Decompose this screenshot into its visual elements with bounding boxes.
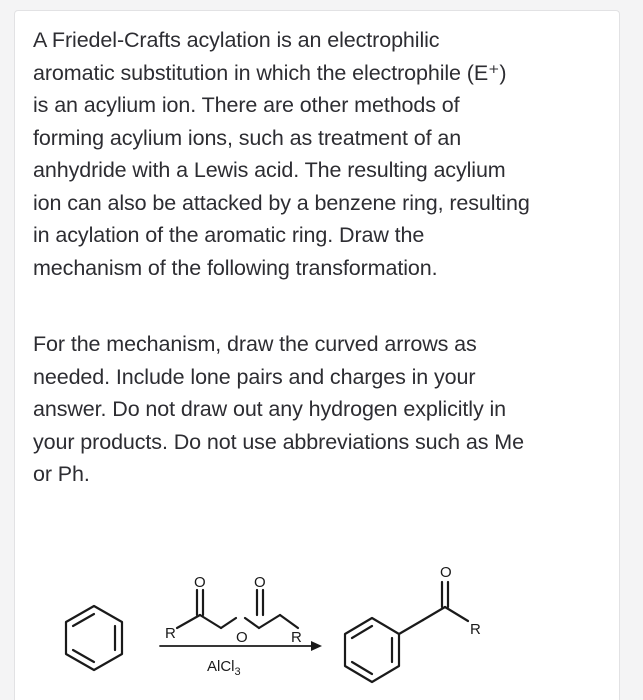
text-line: your products. Do not use abbreviations such as Me [33,429,524,454]
text-line: in acylation of the aromatic ring. Draw the [33,223,425,247]
atom-label-o: O [254,574,266,591]
text-line: forming acylium ions, such as treatment of an [33,125,462,150]
text-line: aromatic substitution in which the electrophile (E⁺) [33,60,507,85]
aryl-ketone-product [345,564,481,682]
reaction-scheme [0,560,643,700]
atom-label-r: R [165,625,176,642]
benzene-reactant [66,606,122,670]
text-line: For the mechanism, draw the curved arrows as [33,332,477,356]
acid-anhydride-reagent [165,574,302,646]
question-paragraph-instructions [33,328,593,491]
text-line: answer. Do not draw out any hydrogen explicitly in [33,397,507,421]
text-line: anhydride with a Lewis acid. The resulting acylium [33,158,506,182]
text-line: A Friedel-Crafts acylation is an electrophilic [33,28,440,52]
catalyst-formula: AlCl [207,658,235,675]
text-line: or Ph. [33,462,90,486]
text-line: needed. Include lone pairs and charges in your [33,364,476,389]
catalyst-label [207,658,241,678]
atom-label-r: R [291,629,302,646]
text-line: mechanism of the following transformation. [33,255,438,280]
catalyst-subscript: 3 [234,666,241,678]
text-line: is an acylium ion. There are other methods of [33,93,460,117]
text-line: ion can also be attacked by a benzene ring, resulting [33,190,530,215]
atom-label-o: O [440,564,452,581]
atom-label-o: O [194,574,206,591]
question-paragraph-intro [33,24,593,284]
atom-label-o: O [236,629,248,646]
atom-label-r: R [470,621,481,638]
